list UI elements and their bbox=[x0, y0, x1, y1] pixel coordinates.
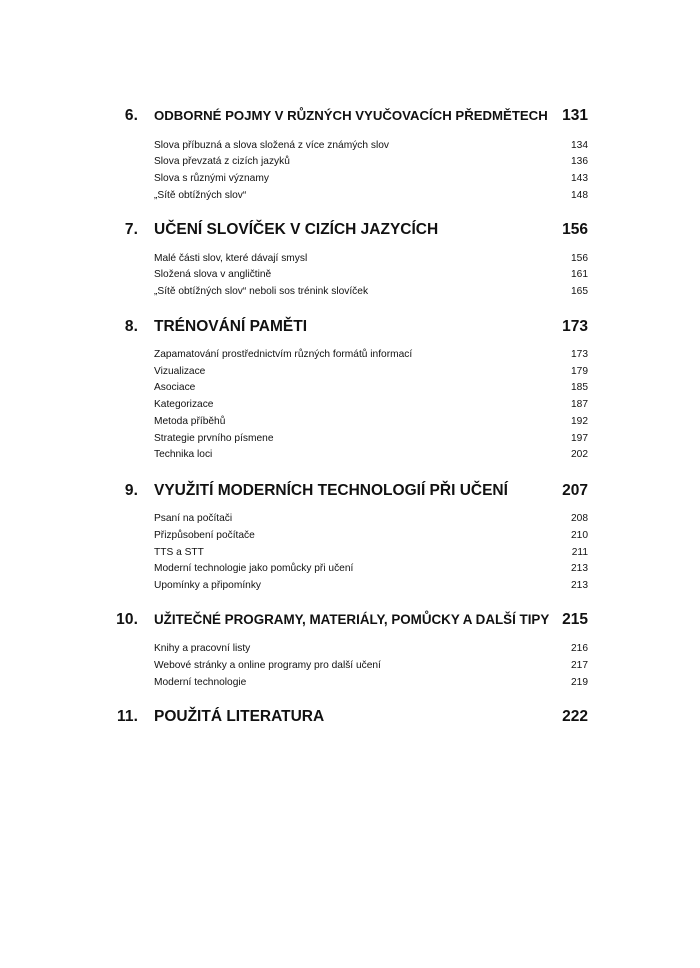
chapter-heading[interactable] bbox=[0, 610, 700, 630]
chapter-heading[interactable] bbox=[0, 707, 700, 727]
toc-item-label: Strategie prvního písmene bbox=[154, 433, 274, 444]
toc-item[interactable] bbox=[0, 447, 700, 463]
chapter-title: VYUŽITÍ MODERNÍCH TECHNOLOGIÍ PŘI UČENÍ bbox=[154, 482, 508, 499]
toc-item-page: 216 bbox=[571, 643, 588, 654]
toc-item-label: Technika loci bbox=[154, 449, 213, 460]
chapter-heading[interactable] bbox=[0, 317, 700, 337]
toc-item[interactable] bbox=[0, 528, 700, 544]
toc-item-page: 165 bbox=[571, 286, 588, 297]
toc-item-page: 156 bbox=[571, 253, 588, 264]
toc-item-page: 179 bbox=[571, 366, 588, 377]
chapter-heading[interactable] bbox=[0, 481, 700, 501]
chapter-number: 11. bbox=[117, 708, 138, 725]
toc-item[interactable] bbox=[0, 347, 700, 363]
toc-item-label: Asociace bbox=[154, 382, 196, 393]
toc-item-label: „Sítě obtížných slov“ neboli sos trénink slovíček bbox=[154, 286, 369, 297]
toc-item[interactable] bbox=[0, 380, 700, 396]
toc-item-label: Moderní technologie bbox=[154, 677, 247, 688]
toc-item[interactable] bbox=[0, 188, 700, 204]
chapter-title: TRÉNOVÁNÍ PAMĚTI bbox=[154, 318, 307, 335]
toc-item[interactable] bbox=[0, 251, 700, 267]
toc-item-page: 192 bbox=[571, 416, 588, 427]
toc-item-page: 213 bbox=[571, 580, 588, 591]
chapter-number: 9. bbox=[124, 482, 138, 499]
toc-item-page: 185 bbox=[571, 382, 588, 393]
toc-item-label: Složená slova v angličtině bbox=[154, 269, 272, 280]
toc-item-label: Webové stránky a online programy pro další učení bbox=[154, 660, 381, 671]
toc-item-label: Psaní na počítači bbox=[154, 513, 233, 524]
chapter-heading[interactable] bbox=[0, 220, 700, 240]
chapter-page-number: 156 bbox=[562, 221, 588, 238]
toc-item-label: Slova převzatá z cizích jazyků bbox=[154, 156, 290, 167]
toc-item-label: Malé části slov, které dávají smysl bbox=[154, 253, 308, 264]
chapter-title: UČENÍ SLOVÍČEK V CIZÍCH JAZYCÍCH bbox=[154, 221, 439, 238]
toc-item-label: Metoda příběhů bbox=[154, 416, 226, 427]
chapter-number: 10. bbox=[116, 611, 138, 628]
chapter-title: UŽITEČNÉ PROGRAMY, MATERIÁLY, POMŮCKY A DALŠÍ TIPY bbox=[154, 612, 550, 627]
toc-item-label: „Sítě obtížných slov“ bbox=[154, 190, 247, 201]
toc-item-page: 213 bbox=[571, 563, 588, 574]
toc-item-label: Slova s různými významy bbox=[154, 173, 269, 184]
toc-item[interactable] bbox=[0, 414, 700, 430]
toc-item-label: Moderní technologie jako pomůcky při učení bbox=[154, 563, 354, 574]
chapter-page-number: 173 bbox=[562, 318, 588, 335]
toc-item-page: 161 bbox=[571, 269, 588, 280]
toc-item-page: 173 bbox=[571, 349, 588, 360]
chapter-title: ODBORNÉ POJMY V RŮZNÝCH VYUČOVACÍCH PŘEDMĚTECH bbox=[154, 108, 548, 123]
chapter-number: 7. bbox=[124, 221, 138, 238]
toc-item-label: Upomínky a připomínky bbox=[154, 580, 262, 591]
toc-item-page: 143 bbox=[571, 173, 588, 184]
toc-item[interactable] bbox=[0, 431, 700, 447]
toc-item[interactable] bbox=[0, 511, 700, 527]
toc-item-label: Slova příbuzná a slova složená z více známých slov bbox=[154, 140, 389, 151]
chapter-page-number: 215 bbox=[562, 611, 588, 628]
toc-item-label: Knihy a pracovní listy bbox=[154, 643, 251, 654]
toc-item-label: Přizpůsobení počítače bbox=[154, 530, 255, 541]
toc-item-page: 136 bbox=[571, 156, 588, 167]
chapter-page-number: 207 bbox=[562, 482, 588, 499]
toc-item[interactable] bbox=[0, 138, 700, 154]
toc-item-page: 134 bbox=[571, 140, 588, 151]
toc-item-label: Kategorizace bbox=[154, 399, 214, 410]
toc-item-page: 197 bbox=[571, 433, 588, 444]
toc-item[interactable] bbox=[0, 578, 700, 594]
toc-item[interactable] bbox=[0, 171, 700, 187]
toc-item[interactable] bbox=[0, 364, 700, 380]
toc-item-page: 202 bbox=[571, 449, 588, 460]
toc-item[interactable] bbox=[0, 545, 700, 561]
toc-item[interactable] bbox=[0, 658, 700, 674]
toc-item-page: 148 bbox=[571, 190, 588, 201]
toc-item-label: Zapamatování prostřednictvím různých formátů informací bbox=[154, 349, 413, 360]
toc-item-label: Vizualizace bbox=[154, 366, 206, 377]
toc-item[interactable] bbox=[0, 267, 700, 283]
toc-item[interactable] bbox=[0, 675, 700, 691]
chapter-heading[interactable] bbox=[0, 106, 700, 126]
chapter-title: POUŽITÁ LITERATURA bbox=[154, 708, 325, 725]
chapter-page-number: 131 bbox=[562, 107, 588, 124]
toc-item-page: 219 bbox=[571, 677, 588, 688]
toc-item[interactable] bbox=[0, 154, 700, 170]
toc-item[interactable] bbox=[0, 641, 700, 657]
chapter-number: 6. bbox=[124, 107, 138, 124]
toc-item[interactable] bbox=[0, 397, 700, 413]
toc-item[interactable] bbox=[0, 561, 700, 577]
toc-item-label: TTS a STT bbox=[154, 547, 204, 558]
toc-item-page: 187 bbox=[571, 399, 588, 410]
toc-item-page: 211 bbox=[571, 547, 588, 558]
toc-item[interactable] bbox=[0, 284, 700, 300]
toc-item-page: 210 bbox=[571, 530, 588, 541]
toc-item-page: 217 bbox=[571, 660, 588, 671]
chapter-number: 8. bbox=[124, 318, 138, 335]
toc-item-page: 208 bbox=[571, 513, 588, 524]
chapter-page-number: 222 bbox=[562, 708, 588, 725]
